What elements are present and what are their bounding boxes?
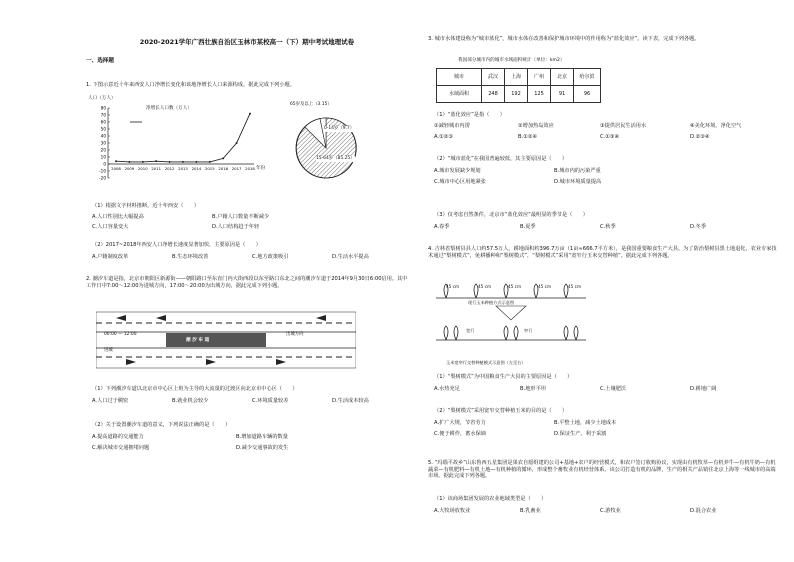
q2-sub1-opt-b[interactable]: B.就业机会较少 [172, 398, 209, 404]
q2-sub1-opt-a[interactable]: A.人口过于稠密 [92, 398, 129, 404]
tidal-lane-figure [96, 310, 356, 370]
table-row [437, 69, 601, 86]
y-tick-label: 0 [103, 161, 106, 167]
y-tick-label: 70 [100, 112, 106, 118]
table-cell: 248 [482, 86, 505, 103]
q5-stem: 5. “玛瑙平故乡”山东鲁西五星集团是果农自愿组建的公司+基地+农户的经营模式，和农户签订收购协议，实现由有机牧草—有机养牛—有机牛奶—有机蔬菜—有机肥料—有机土地—有机种植的循环，形成整个畜牧业有机经营体系。该公司打造有机的品牌，生产的相关产品销往北京上海等一线城市的高端市场。据此完成下列各题。 [428, 460, 776, 479]
y-tick-label: 80 [100, 105, 106, 111]
table-cell: 91 [551, 86, 574, 103]
q3-sub1-opt-c[interactable]: C.①③④ [600, 134, 620, 140]
chart-legend: 净增长人口数（万人） [146, 106, 192, 111]
q3-sub1-item-2: ②增加热岛效应 [518, 123, 554, 129]
fig-label-45cm-1: 45 cm [446, 284, 460, 289]
pie-label-0-14: 0-14岁（9.7） [324, 126, 355, 131]
data-point [128, 161, 130, 163]
q2-sub2-opt-b[interactable]: B.增加道路车辆的数量 [236, 434, 288, 440]
fig-caption-1: 现行玉米种植方式示意图 [468, 300, 515, 305]
q2-sub2-opt-c[interactable]: C.解决城市交通拥堵问题 [92, 445, 150, 451]
pie-label-15-64: 15-64岁（85.25） [316, 156, 355, 161]
q5-sub1-opt-d[interactable]: D.混合农业 [690, 508, 717, 514]
q1-sub2-opt-a[interactable]: A.户籍制度改革 [92, 254, 129, 260]
table-row [437, 86, 601, 103]
q1-sub1: （1）根据文字材料推断，近十年西安（ ） [92, 203, 200, 209]
q3-sub1-item-4: ④美化环境、净化空气 [690, 123, 742, 129]
data-point [155, 160, 157, 162]
table-header-cell: 城市 [437, 69, 482, 86]
q5-sub1-opt-a[interactable]: A.大牧场放牧业 [434, 508, 471, 514]
q3-stem: 3. 城市水体建设称为“城市蓝化”，城市水体在改善和保护城市环境中的作用称为“蓝化效应”。读下表，完成下列各题。 [428, 36, 700, 42]
q4-sub2-opt-c[interactable]: C.便于耕作，蓄水保墒 [434, 431, 486, 437]
q1-sub1-opt-d[interactable]: D.人口结构趋于年轻 [212, 224, 260, 230]
x-tick-label: 2010 [137, 166, 148, 171]
x-tick-label: 2011 [151, 166, 162, 171]
x-tick-label: 2009 [124, 166, 135, 171]
q2-stem: 2. 潮汐车道是指，北京市朝阳区新源街——朝阳路口至东直门内大街西段以东至路口东北之间的潮汐车道于2014年9月30日6:00启用。其中工作日中7:00～12:00为进城方向，17:00～20:00为出城方向，据此完成下列小题。 [86, 276, 408, 289]
x-tick-label: 2012 [164, 166, 175, 171]
data-point [115, 160, 117, 162]
q3-table-title: 我国部分城市内的城市水域面积统计（单位：km2） [458, 58, 565, 63]
q1-sub2-opt-b[interactable]: B.生态环境改善 [172, 254, 209, 260]
q4-sub1-opt-c[interactable]: C.土壤肥沃 [600, 386, 627, 392]
exam-title: 2020-2021学年广西壮族自治区玉林市某校高一（下）期中考试地理试卷 [139, 38, 355, 46]
table-cell: 水域面积 [437, 86, 482, 103]
y-tick-label: 20 [100, 147, 106, 153]
chart-xlabel: 年份 [256, 166, 266, 171]
fig-label-45cm-4: 45 cm [538, 284, 552, 289]
q4-stem: 4. 吉林省梨树县县人口约57.5万人，耕地面积约396.7万亩（1亩≈666.7平方米），是我国重要粮食生产大县。为了防治梨树县黑土地退化，农业专家技术通过“梨树模式”，免耕播种和“梨树模式”，“梨树模式”采用“宽窄行玉米交替种植”。据此完成下列各题。 [428, 246, 777, 259]
q3-sub3-opt-b[interactable]: B.夏季 [520, 224, 536, 230]
table-header-cell: 武汉 [482, 69, 505, 86]
y-tick-label: 40 [100, 133, 106, 139]
fig-label-45cm-2: 45 cm [478, 284, 492, 289]
table-cell: 125 [528, 86, 551, 103]
q3-sub1-item-1: ①减轻城市内涝 [434, 123, 470, 129]
road-time-label: 00:00 — 12:00 [104, 332, 137, 337]
q4-sub1-opt-d[interactable]: D.耕地广阔 [690, 386, 717, 392]
road-out-label: 出城方向 [286, 332, 304, 337]
q1-sub1-opt-b[interactable]: B.户籍人口数量不断减少 [212, 214, 270, 220]
q1-sub2: （2）2017~2018年西安人口净增长速度显著加快，主要原因是（ ） [92, 242, 261, 248]
data-point [236, 142, 238, 144]
x-tick-label: 2013 [178, 166, 188, 171]
q2-sub2-opt-d[interactable]: D.减少交通事故的发生 [236, 445, 289, 451]
q2-sub1-opt-d[interactable]: D.生活成本较高 [332, 398, 369, 404]
table-header-cell: 北京 [551, 69, 574, 86]
q2-sub2: （2）关于设置潮汐车道的意义，下列说法正确的是（ ） [92, 422, 231, 428]
chart-ylabel: 人口（万人） [88, 96, 116, 101]
data-point [182, 161, 184, 163]
data-point [222, 157, 224, 159]
q3-sub1-opt-b[interactable]: B.①②④ [518, 134, 538, 140]
q3-water-table [436, 68, 601, 103]
q5-sub1-opt-c[interactable]: C.游牧业 [600, 508, 621, 514]
table-header-cell: 广州 [528, 69, 551, 86]
q4-sub1: （1）“梨树模式”为中国粮食生产大县的主要原因是（ ） [434, 374, 573, 380]
q3-sub1-opt-d[interactable]: D.②③④ [690, 134, 710, 140]
q4-sub2-opt-a[interactable]: A.扩广大规，节省劳力 [434, 420, 486, 426]
section-heading: 一、选择题 [86, 58, 114, 64]
q5-sub1-opt-b[interactable]: B.乳畜业 [520, 508, 541, 514]
data-point [249, 113, 251, 115]
table-header-cell: 上海 [505, 69, 528, 86]
fig-label-45cm-5: 45 cm [568, 284, 582, 289]
q3-sub2-opt-b[interactable]: B.城市内的污染严重 [554, 168, 601, 174]
road-tidal-label: 潮 汐 车 道 [186, 338, 210, 343]
left-column [86, 14, 408, 554]
y-tick-label: 30 [100, 140, 106, 146]
road-in-label: 进城 [104, 348, 113, 353]
q3-sub3-opt-d[interactable]: D.冬季 [690, 224, 707, 230]
table-header-cell: 哈尔滨 [574, 69, 601, 86]
q3-sub1-item-3: ③提供居民生活用水 [600, 123, 647, 129]
q4-sub2-opt-d[interactable]: D.保证生产，利于采割 [554, 431, 607, 437]
y-tick-label: 10 [100, 154, 106, 160]
q4-sub1-opt-b[interactable]: B.地形平坦 [520, 386, 546, 392]
x-tick-label: 2008 [111, 166, 121, 171]
y-tick-label: 60 [100, 119, 106, 125]
data-point [169, 161, 171, 163]
q1-sub1-opt-a[interactable]: A.人口性别比大幅提高 [92, 214, 144, 220]
x-tick-label: 2014 [191, 166, 202, 171]
x-tick-label: 2017 [231, 166, 242, 171]
q3-sub1-opt-a[interactable]: A.①②③ [434, 134, 454, 140]
q2-sub1: （1）下列潮汐车道以北京市中心区上班为主导的大流量的过渡区向北京市中心区（ ） [92, 386, 298, 392]
q4-sub2: （2）“梨树模式”采用宽窄交替种植玉米的目的是（ ） [434, 408, 568, 414]
q1-stem: 1. 下图示意近十年来西安人口净增长变化和该地净增长人口来源构成。据此完成下列小题。 [86, 82, 295, 88]
q5-sub1: （1）该商场集团发展的农业地域类型是（ ） [434, 496, 547, 502]
q2-sub1-opt-c[interactable]: C.环境质量较差 [252, 398, 289, 404]
planting-figure [436, 280, 586, 366]
q1-sub2-opt-c[interactable]: C.地方政策吸引 [252, 254, 289, 260]
q3-sub2-opt-d[interactable]: D.城市环境质量提高 [554, 179, 602, 185]
fig-caption-2: 玉米宽窄行交替种植模式示意图（左至右） [446, 360, 526, 365]
x-tick-label: 2016 [218, 166, 229, 171]
q1-sub1-opt-c[interactable]: C.人口容量变大 [92, 224, 129, 230]
y-tick-label: -20 [99, 175, 106, 181]
x-tick-label: 2015 [204, 166, 215, 171]
q3-sub3-opt-c[interactable]: C.秋季 [600, 224, 616, 230]
pie-title: 65岁及以上（3.15） [290, 102, 332, 107]
q3-sub2-opt-a[interactable]: A.城市发展缺少规划 [434, 168, 481, 174]
right-column [428, 36, 780, 556]
table-cell: 96 [574, 86, 601, 103]
q3-sub1: （1）“蓝化效应”是指（ ） [434, 112, 505, 118]
q4-sub2-opt-b[interactable]: B.平整土地，减少土地成本 [554, 420, 617, 426]
q1-sub2-opt-d[interactable]: D.生活水平提高 [332, 254, 369, 260]
y-tick-label: -10 [99, 168, 106, 174]
data-point [195, 161, 197, 163]
y-tick-label: 50 [100, 126, 106, 132]
q4-sub1-opt-a[interactable]: A.水热充足 [434, 386, 460, 392]
q3-sub3: （3）仅考虑自然条件，北京市“蓝化效应”最明显的季节是（ ） [434, 212, 588, 218]
q2-sub2-opt-a[interactable]: A.提高道路的交通能力 [92, 434, 144, 440]
data-point [142, 161, 144, 163]
series-line [116, 114, 250, 162]
q3-sub2: （2）“城市蓝化”在我国普遍较低，其主要原因是（ ） [434, 156, 568, 162]
table-cell: 192 [505, 86, 528, 103]
x-tick-label: 2018 [245, 166, 255, 171]
data-point [209, 161, 211, 163]
fig-label-narrow: 窄行 [524, 328, 533, 333]
q3-sub3-opt-a[interactable]: A.春季 [434, 224, 450, 230]
fig-label-45cm-3: 45 cm [508, 284, 522, 289]
q1-pie-chart [281, 106, 371, 186]
q3-sub2-opt-c[interactable]: C.城市中心区用地紧张 [434, 179, 486, 185]
fig-label-wide: 宽行 [466, 328, 475, 333]
